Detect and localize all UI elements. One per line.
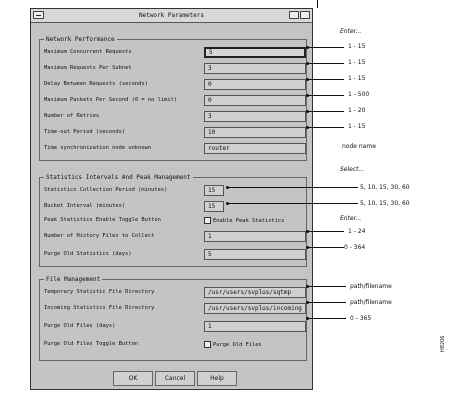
group-title-statistics: Statistics Intervals And Peak Management (46, 174, 191, 181)
enable-peak-statistics-checkbox[interactable] (204, 217, 284, 224)
annotation-range: 0 - 365 (350, 315, 372, 322)
network-parameters-dialog (30, 8, 313, 390)
annotation-path: path/filename (350, 283, 392, 290)
checkbox-icon (204, 217, 211, 224)
field-label: Incoming Statistics File Directory (44, 305, 155, 311)
annotation-range: 1 - 15 (348, 59, 366, 66)
window-title: Network Parameters (138, 12, 205, 19)
field-label: Time synchronization node unknown (44, 145, 152, 151)
delay-between-requests-input[interactable]: 0 (204, 79, 306, 90)
group-title-file-management: File Management (46, 276, 101, 283)
leader-line (308, 231, 344, 232)
stats-collection-period-select[interactable]: 15 (204, 185, 224, 196)
time-sync-node-input[interactable]: router (204, 143, 306, 154)
ok-button[interactable]: OK (113, 371, 153, 386)
window-menu-icon[interactable] (33, 11, 44, 19)
minimize-icon[interactable] (289, 11, 299, 19)
leader-line (308, 247, 344, 248)
network-performance-group (39, 36, 307, 161)
form-row (44, 230, 306, 244)
checkbox-label: Purge Old Files (213, 342, 262, 348)
annotation-node-name: node name (342, 143, 376, 150)
annotation-enter-2: Enter... (340, 215, 362, 222)
form-row (44, 214, 306, 228)
annotation-enter-1: Enter... (340, 28, 362, 35)
purge-old-statistics-input[interactable]: 5 (204, 249, 306, 260)
form-row (44, 248, 306, 262)
help-button[interactable]: Help (197, 371, 237, 386)
leader-line (308, 127, 344, 128)
file-management-group (39, 276, 307, 361)
number-of-retries-input[interactable]: 3 (204, 111, 306, 122)
title-bar (31, 9, 312, 23)
annotation-options: 5, 10, 15, 30, 60 (360, 200, 410, 207)
form-row (44, 320, 306, 334)
annotation-range: 1 - 15 (348, 43, 366, 50)
figure-id: H8206 (440, 335, 446, 352)
form-row (44, 62, 306, 76)
leader-line (308, 79, 344, 80)
maximize-icon[interactable] (300, 11, 310, 19)
field-label: Time-out Period (seconds) (44, 129, 126, 135)
field-label: Bucket Interval (minutes) (44, 203, 126, 209)
leader-line (308, 63, 344, 64)
leader-line (308, 318, 346, 319)
leader-line (308, 111, 344, 112)
field-label: Number of Retries (44, 113, 100, 119)
field-label: Purge Old Statistics (days) (44, 251, 132, 257)
purge-old-files-days-input[interactable]: 1 (204, 321, 306, 332)
field-label: Number of History Files to Collect (44, 233, 155, 239)
form-row (44, 338, 306, 352)
timeout-period-input[interactable]: 10 (204, 127, 306, 138)
temp-stat-file-dir-input[interactable]: /usr/users/svplus/sqtmp (204, 287, 306, 298)
annotation-range: 1 - 20 (348, 107, 366, 114)
leader-line (228, 203, 358, 204)
purge-old-files-checkbox[interactable] (204, 341, 262, 348)
max-requests-per-subnet-input[interactable]: 3 (204, 63, 306, 74)
leader-line (308, 286, 346, 287)
field-label: Temporary Statistic File Directory (44, 289, 155, 295)
form-row (44, 302, 306, 316)
history-files-input[interactable]: 1 (204, 231, 306, 242)
form-row (44, 142, 306, 156)
checkbox-icon (204, 341, 211, 348)
statistics-group (39, 174, 307, 267)
form-row (44, 126, 306, 140)
field-label: Maximum Requests Per Subnet (44, 65, 132, 71)
incoming-stat-file-dir-input[interactable]: /usr/users/svplus/incoming (204, 303, 306, 314)
field-label: Peak Statistics Enable Toggle Button (44, 217, 161, 223)
annotation-range: 1 - 500 (348, 91, 370, 98)
cancel-button[interactable]: Cancel (155, 371, 195, 386)
checkbox-label: Enable Peak Statistics (213, 218, 285, 224)
annotation-range: 1 - 24 (348, 228, 366, 235)
field-label: Statistics Collection Period (minutes) (44, 187, 168, 193)
annotation-range: 1 - 15 (348, 123, 366, 130)
annotation-select: Select... (340, 166, 365, 173)
form-row (44, 286, 306, 300)
leader-line (308, 47, 344, 48)
annotation-range: 1 - 15 (348, 75, 366, 82)
max-concurrent-requests-input[interactable]: 5 (204, 47, 306, 58)
leader-line (308, 95, 344, 96)
form-row (44, 46, 306, 60)
field-label: Maximum Concurrent Requests (44, 49, 132, 55)
form-row (44, 110, 306, 124)
leader-line (308, 302, 346, 303)
form-row (44, 94, 306, 108)
group-title-network-performance: Network Performance (46, 36, 115, 43)
button-bar (31, 371, 312, 389)
annotation-path: path/filename (350, 299, 392, 306)
max-packets-per-second-input[interactable]: 0 (204, 95, 306, 106)
field-label: Delay Between Requests (seconds) (44, 81, 148, 87)
field-label: Purge Old Files Toggle Button (44, 341, 139, 347)
form-row (44, 78, 306, 92)
annotation-options: 5, 10, 15, 30, 60 (360, 184, 410, 191)
bucket-interval-select[interactable]: 15 (204, 201, 224, 212)
top-leader (317, 0, 318, 8)
field-label: Maximum Packets Per Second (0 = no limit) (44, 97, 178, 103)
annotation-range: 0 - 364 (344, 244, 366, 251)
field-label: Purge Old Files (days) (44, 323, 116, 329)
leader-line (228, 187, 358, 188)
